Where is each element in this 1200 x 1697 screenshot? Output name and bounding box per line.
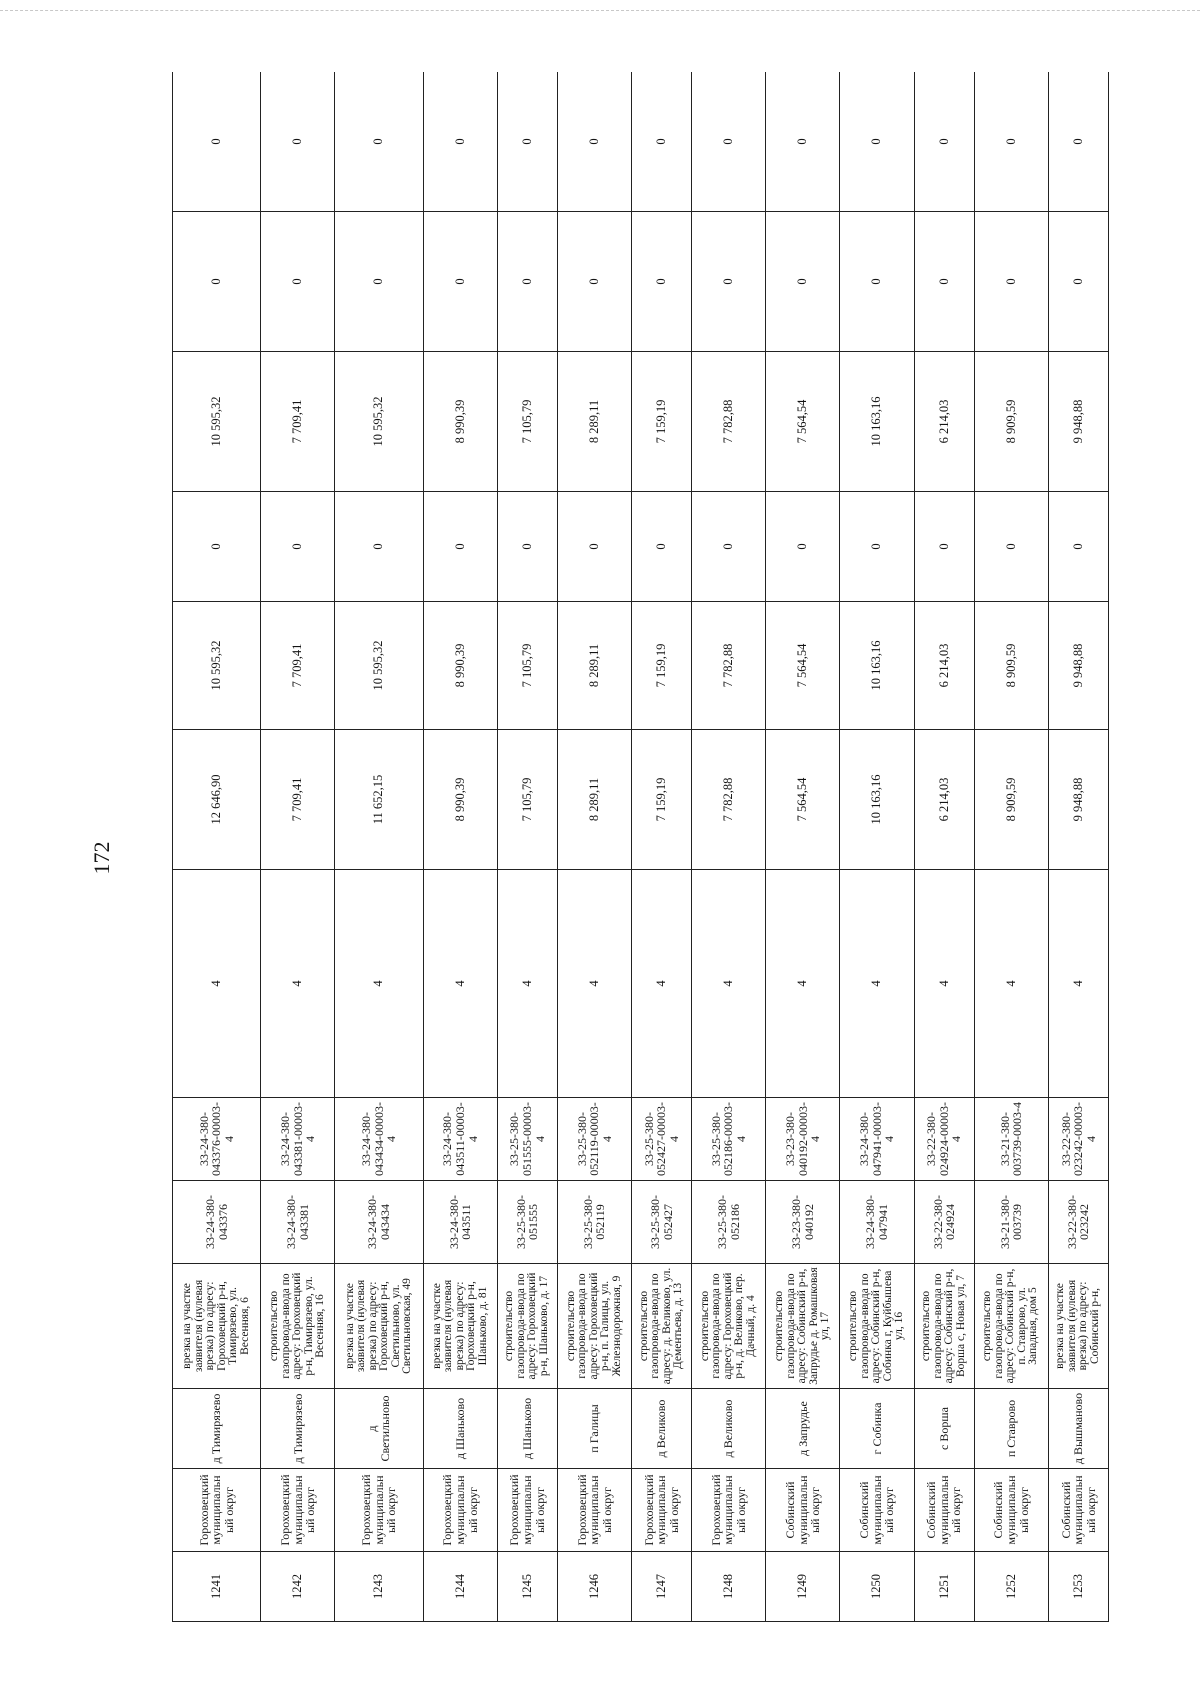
amount-cell: 10 595,32 [173, 352, 261, 492]
district-cell: Гороховецкий муниципальный округ [692, 1469, 766, 1552]
district-cell: Гороховецкий муниципальный округ [632, 1469, 692, 1552]
table-row [914, 72, 974, 1622]
locality-cell: д Тимирязево [173, 1389, 261, 1469]
amount-cell: 8 289,11 [557, 602, 631, 730]
work-description-cell: строительство газопровода-ввода по адресу: д. Великово, ул. Дементьева, д. 13 [632, 1264, 692, 1389]
work-description-cell: строительство газопровода-ввода по адресу: Собинский р-н, Ворша с, Новая ул, 7 [914, 1264, 974, 1389]
cadastre-number-cell: 33-22-380-023242 [1048, 1181, 1108, 1264]
zero-value-cell: 0 [335, 212, 423, 352]
work-description-cell: врезка на участке заявителя (нулевая врезка) по адресу: Собинский р-н, [1048, 1264, 1108, 1389]
amount-cell: 7 564,54 [766, 352, 840, 492]
work-description-cell: строительство газопровода-ввода по адресу: Гороховецкий р-н, п. Галицы, ул. Железнодорожная, 9 [557, 1264, 631, 1389]
locality-cell: п Галицы [557, 1389, 631, 1469]
cadastre-number-cell: 33-25-380-052186 [692, 1181, 766, 1264]
application-code-cell: 33-25-380-052119-00003-4 [557, 1098, 631, 1181]
amount-cell: 7 782,88 [692, 602, 766, 730]
district-cell: Собинский муниципальный округ [974, 1469, 1048, 1552]
total-cost-cell: 8 990,39 [423, 730, 497, 870]
locality-cell: д Запрудье [766, 1389, 840, 1469]
locality-cell: с Ворша [914, 1389, 974, 1469]
cadastre-number-cell: 33-24-380-043376 [173, 1181, 261, 1264]
rotated-table-wrapper [172, 72, 1109, 1622]
zero-value-cell: 0 [974, 492, 1048, 602]
application-code-cell: 33-23-380-040192-00003-4 [766, 1098, 840, 1181]
amount-cell: 7 159,19 [632, 352, 692, 492]
work-description-cell: врезка на участке заявителя (нулевая врезка) по адресу: Гороховецкий р-н, Шаньково, д. 81 [423, 1264, 497, 1389]
zero-value-cell: 0 [497, 212, 557, 352]
zero-value-cell: 0 [692, 72, 766, 212]
row-number: 1243 [335, 1552, 423, 1622]
table-frame [172, 72, 1109, 1622]
work-description-cell: строительство газопровода-ввода по адресу: Собинский р-н, Собинка г, Куйбышева ул, 16 [840, 1264, 914, 1389]
row-number: 1250 [840, 1552, 914, 1622]
table-body [173, 72, 1109, 1622]
district-cell: Гороховецкий муниципальный округ [261, 1469, 335, 1552]
category-cell: 4 [766, 870, 840, 1098]
locality-cell: д Шаньково [423, 1389, 497, 1469]
zero-value-cell: 0 [173, 492, 261, 602]
amount-cell: 8 990,39 [423, 352, 497, 492]
amount-cell: 6 214,03 [914, 352, 974, 492]
zero-value-cell: 0 [423, 212, 497, 352]
table-row [692, 72, 766, 1622]
application-code-cell: 33-22-380-023242-00003-4 [1048, 1098, 1108, 1181]
row-number: 1253 [1048, 1552, 1108, 1622]
amount-cell: 6 214,03 [914, 602, 974, 730]
cadastre-number-cell: 33-24-380-047941 [840, 1181, 914, 1264]
cadastre-number-cell: 33-25-380-052427 [632, 1181, 692, 1264]
total-cost-cell: 8 289,11 [557, 730, 631, 870]
row-number: 1242 [261, 1552, 335, 1622]
zero-value-cell: 0 [974, 212, 1048, 352]
category-cell: 4 [173, 870, 261, 1098]
row-number: 1245 [497, 1552, 557, 1622]
cadastre-number-cell: 33-23-380-040192 [766, 1181, 840, 1264]
zero-value-cell: 0 [1048, 212, 1108, 352]
locality-cell: д Великово [632, 1389, 692, 1469]
amount-cell: 8 289,11 [557, 352, 631, 492]
locality-cell: г Собинка [840, 1389, 914, 1469]
scan-top-edge [0, 10, 1200, 11]
application-code-cell: 33-24-380-043511-00003-4 [423, 1098, 497, 1181]
work-description-cell: врезка на участке заявителя (нулевая врезка) по адресу: Гороховецкий р-н, Светильново, ул. Светильновская, 49 [335, 1264, 423, 1389]
zero-value-cell: 0 [173, 212, 261, 352]
zero-value-cell: 0 [692, 212, 766, 352]
zero-value-cell: 0 [261, 492, 335, 602]
amount-cell: 7 105,79 [497, 352, 557, 492]
table-row [261, 72, 335, 1622]
application-code-cell: 33-24-380-043381-00003-4 [261, 1098, 335, 1181]
zero-value-cell: 0 [557, 212, 631, 352]
category-cell: 4 [497, 870, 557, 1098]
category-cell: 4 [557, 870, 631, 1098]
zero-value-cell: 0 [766, 212, 840, 352]
amount-cell: 7 782,88 [692, 352, 766, 492]
locality-cell: д Вышманово [1048, 1389, 1108, 1469]
total-cost-cell: 11 652,15 [335, 730, 423, 870]
locality-cell: п Ставрово [974, 1389, 1048, 1469]
total-cost-cell: 7 564,54 [766, 730, 840, 870]
district-cell: Гороховецкий муниципальный округ [557, 1469, 631, 1552]
zero-value-cell: 0 [632, 492, 692, 602]
table-row [423, 72, 497, 1622]
zero-value-cell: 0 [557, 72, 631, 212]
locality-cell: д Светильново [335, 1389, 423, 1469]
zero-value-cell: 0 [914, 492, 974, 602]
application-code-cell: 33-24-380-043434-00003-4 [335, 1098, 423, 1181]
work-description-cell: врезка на участке заявителя (нулевая врезка) по адресу: Гороховецкий р-н, Тимирязево, ул. Весенняя, 6 [173, 1264, 261, 1389]
total-cost-cell: 7 105,79 [497, 730, 557, 870]
zero-value-cell: 0 [261, 212, 335, 352]
zero-value-cell: 0 [914, 212, 974, 352]
work-description-cell: строительство газопровода-ввода по адресу: Гороховецкий р-н, д. Великово, пер. Дачный, д. 4 [692, 1264, 766, 1389]
district-cell: Гороховецкий муниципальный округ [173, 1469, 261, 1552]
category-cell: 4 [423, 870, 497, 1098]
amount-cell: 7 159,19 [632, 602, 692, 730]
zero-value-cell: 0 [423, 492, 497, 602]
district-cell: Гороховецкий муниципальный округ [497, 1469, 557, 1552]
work-description-cell: строительство газопровода-ввода по адресу: Собинский р-н, Запрудье д. Ромашковая ул, 17 [766, 1264, 840, 1389]
row-number: 1247 [632, 1552, 692, 1622]
cadastre-number-cell: 33-25-380-051555 [497, 1181, 557, 1264]
district-cell: Собинский муниципальный округ [766, 1469, 840, 1552]
cadastre-number-cell: 33-22-380-024924 [914, 1181, 974, 1264]
zero-value-cell: 0 [632, 72, 692, 212]
cadastre-number-cell: 33-24-380-043511 [423, 1181, 497, 1264]
zero-value-cell: 0 [914, 72, 974, 212]
zero-value-cell: 0 [766, 72, 840, 212]
amount-cell: 8 990,39 [423, 602, 497, 730]
locality-cell: д Тимирязево [261, 1389, 335, 1469]
table-row [766, 72, 840, 1622]
category-cell: 4 [840, 870, 914, 1098]
total-cost-cell: 7 782,88 [692, 730, 766, 870]
amount-cell: 9 948,88 [1048, 352, 1108, 492]
amount-cell: 10 163,16 [840, 352, 914, 492]
table-row [557, 72, 631, 1622]
amount-cell: 10 595,32 [335, 352, 423, 492]
amount-cell: 9 948,88 [1048, 602, 1108, 730]
amount-cell: 8 909,59 [974, 352, 1048, 492]
district-cell: Собинский муниципальный округ [1048, 1469, 1108, 1552]
table-row [497, 72, 557, 1622]
locality-cell: д Шаньково [497, 1389, 557, 1469]
amount-cell: 7 105,79 [497, 602, 557, 730]
zero-value-cell: 0 [497, 72, 557, 212]
zero-value-cell: 0 [423, 72, 497, 212]
category-cell: 4 [914, 870, 974, 1098]
amount-cell: 7 564,54 [766, 602, 840, 730]
table-row [173, 72, 261, 1622]
cadastre-number-cell: 33-24-380-043434 [335, 1181, 423, 1264]
cadastre-number-cell: 33-25-380-052119 [557, 1181, 631, 1264]
table-row [974, 72, 1048, 1622]
work-description-cell: строительство газопровода-ввода по адресу: Гороховецкий р-н, Шаньково, д. 17 [497, 1264, 557, 1389]
amount-cell: 7 709,41 [261, 352, 335, 492]
table-row [1048, 72, 1108, 1622]
zero-value-cell: 0 [766, 492, 840, 602]
total-cost-cell: 8 909,59 [974, 730, 1048, 870]
amount-cell: 10 163,16 [840, 602, 914, 730]
zero-value-cell: 0 [840, 72, 914, 212]
row-number: 1251 [914, 1552, 974, 1622]
district-cell: Собинский муниципальный округ [840, 1469, 914, 1552]
application-code-cell: 33-25-380-051555-00003-4 [497, 1098, 557, 1181]
cadastre-number-cell: 33-21-380-003739 [974, 1181, 1048, 1264]
category-cell: 4 [1048, 870, 1108, 1098]
row-number: 1246 [557, 1552, 631, 1622]
zero-value-cell: 0 [974, 72, 1048, 212]
district-cell: Собинский муниципальный округ [914, 1469, 974, 1552]
row-number: 1248 [692, 1552, 766, 1622]
locality-cell: д Великово [692, 1389, 766, 1469]
zero-value-cell: 0 [261, 72, 335, 212]
gas-connection-registry-table [172, 72, 1109, 1622]
zero-value-cell: 0 [840, 492, 914, 602]
row-number: 1241 [173, 1552, 261, 1622]
work-description-cell: строительство газопровода-ввода по адресу: Собинский р-н, п. Ставрово, ул. Западная, дом 5 [974, 1264, 1048, 1389]
cadastre-number-cell: 33-24-380-043381 [261, 1181, 335, 1264]
amount-cell: 8 909,59 [974, 602, 1048, 730]
zero-value-cell: 0 [335, 72, 423, 212]
total-cost-cell: 6 214,03 [914, 730, 974, 870]
row-number: 1249 [766, 1552, 840, 1622]
amount-cell: 7 709,41 [261, 602, 335, 730]
work-description-cell: строительство газопровода-ввода по адресу: Гороховецкий р-н, Тимирязево, ул. Весенняя, 16 [261, 1264, 335, 1389]
total-cost-cell: 7 159,19 [632, 730, 692, 870]
total-cost-cell: 7 709,41 [261, 730, 335, 870]
table-row [335, 72, 423, 1622]
category-cell: 4 [261, 870, 335, 1098]
amount-cell: 10 595,32 [173, 602, 261, 730]
row-number: 1252 [974, 1552, 1048, 1622]
table-row [840, 72, 914, 1622]
district-cell: Гороховецкий муниципальный округ [335, 1469, 423, 1552]
zero-value-cell: 0 [173, 72, 261, 212]
total-cost-cell: 10 163,16 [840, 730, 914, 870]
amount-cell: 10 595,32 [335, 602, 423, 730]
zero-value-cell: 0 [335, 492, 423, 602]
application-code-cell: 33-24-380-043376-00003-4 [173, 1098, 261, 1181]
table-row [632, 72, 692, 1622]
zero-value-cell: 0 [557, 492, 631, 602]
zero-value-cell: 0 [632, 212, 692, 352]
category-cell: 4 [632, 870, 692, 1098]
total-cost-cell: 12 646,90 [173, 730, 261, 870]
application-code-cell: 33-22-380-024924-00003-4 [914, 1098, 974, 1181]
zero-value-cell: 0 [1048, 72, 1108, 212]
zero-value-cell: 0 [692, 492, 766, 602]
category-cell: 4 [692, 870, 766, 1098]
application-code-cell: 33-25-380-052186-00003-4 [692, 1098, 766, 1181]
zero-value-cell: 0 [1048, 492, 1108, 602]
zero-value-cell: 0 [840, 212, 914, 352]
page-number: 172 [89, 841, 114, 875]
category-cell: 4 [974, 870, 1048, 1098]
zero-value-cell: 0 [497, 492, 557, 602]
category-cell: 4 [335, 870, 423, 1098]
application-code-cell: 33-24-380-047941-00003-4 [840, 1098, 914, 1181]
total-cost-cell: 9 948,88 [1048, 730, 1108, 870]
application-code-cell: 33-21-380-003739-0003-4 [974, 1098, 1048, 1181]
district-cell: Гороховецкий муниципальный округ [423, 1469, 497, 1552]
application-code-cell: 33-25-380-052427-00003-4 [632, 1098, 692, 1181]
row-number: 1244 [423, 1552, 497, 1622]
